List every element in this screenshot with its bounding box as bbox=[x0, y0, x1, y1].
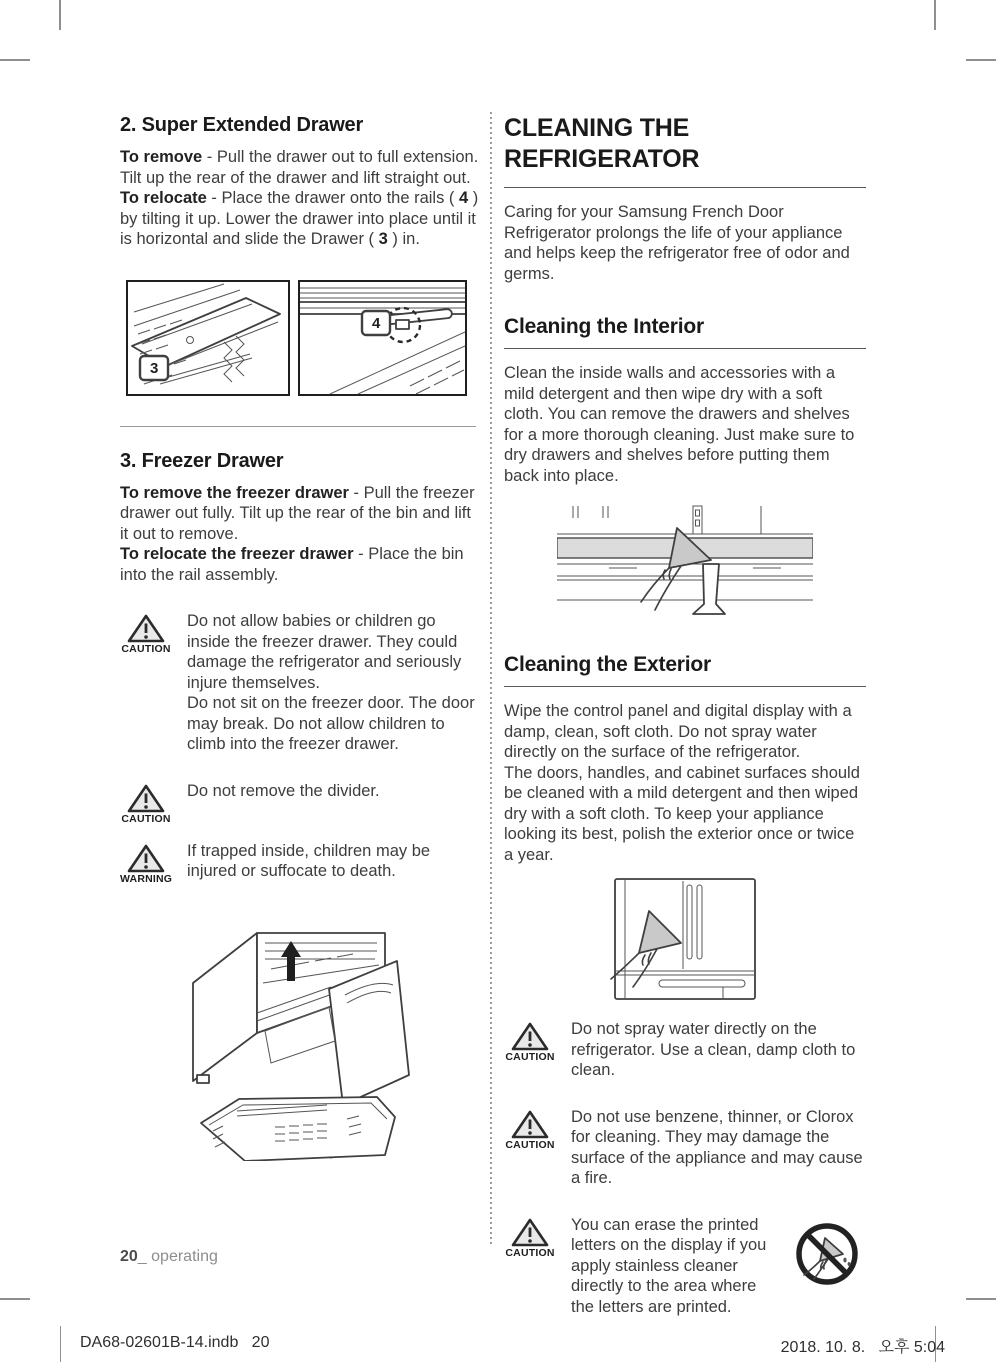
caution-icon bbox=[504, 1019, 556, 1081]
caution-icon bbox=[120, 781, 172, 825]
exterior-text-2: The doors, handles, and cabinet surfaces should be cleaned with a mild detergent and then wiped dry with a soft cloth. To keep your appliance looking its best, polish the exterior once or twice a year. bbox=[504, 763, 860, 864]
figure-label-3: 3 bbox=[150, 359, 159, 377]
caution-text: Do not allow babies or children go inside the freezer drawer. They could damage the refrigerator and seriously injure themselves. bbox=[187, 612, 462, 692]
freezer-relocate-label: To relocate the freezer drawer bbox=[120, 545, 354, 563]
section-heading-freezer-drawer: 3. Freezer Drawer bbox=[120, 449, 284, 472]
caution-text: Do not remove the divider. bbox=[187, 781, 380, 800]
caution-label: CAUTION bbox=[505, 1051, 555, 1063]
exterior-cleaning-figure bbox=[605, 877, 765, 1001]
print-timestamp: 2018. 10. 8. 오후 5:04 bbox=[780, 1339, 945, 1356]
remove-text: - Pull the drawer out to full extension. Tilt up the rear of the drawer and lift straight out. bbox=[120, 148, 479, 187]
drawer-corner-illustration bbox=[128, 282, 288, 394]
warning-text: If trapped inside, children may be injured or suffocate to death. bbox=[187, 841, 431, 880]
caution-notice-spray bbox=[504, 1019, 866, 1081]
caution-notice-stainless bbox=[504, 1215, 866, 1318]
warning-label: WARNING bbox=[120, 872, 173, 885]
caution-label: CAUTION bbox=[121, 812, 171, 825]
crop-mark bbox=[966, 1298, 996, 1300]
exterior-text-1: Wipe the control panel and digital display with a damp, clean, soft cloth. Do not spray water directly on the surface of the refrigerator. bbox=[504, 702, 852, 761]
no-wipe-icon bbox=[794, 1215, 864, 1318]
remove-label: To remove bbox=[120, 148, 203, 166]
interior-cleaning-figure bbox=[557, 504, 813, 622]
cleaning-interior-paragraph: Clean the inside walls and accessories with a mild detergent and then wipe dry with a soft cloth. You can remove the drawers and shelves for a more thorough cleaning. Just make sure to dry drawers and shelves before putting them back into place. bbox=[504, 364, 855, 485]
section-heading-super-extended-drawer: 2. Super Extended Drawer bbox=[120, 114, 364, 136]
crop-mark bbox=[0, 59, 30, 61]
caution-icon bbox=[504, 1107, 556, 1189]
print-info-bar bbox=[0, 1326, 996, 1362]
drawer-rails-figure bbox=[126, 280, 482, 396]
figure-label-4: 4 bbox=[372, 314, 381, 332]
caution-label: CAUTION bbox=[505, 1138, 555, 1151]
caution-notice-benzene bbox=[504, 1107, 866, 1189]
rail-number: 4 bbox=[459, 189, 469, 207]
relocate-text-b: ) by tilting it up. Lower the drawer into place until it is horizontal and slide the Drawer ( bbox=[120, 189, 479, 248]
left-column bbox=[120, 113, 482, 1161]
super-extended-drawer-paragraph bbox=[120, 147, 482, 250]
column-divider bbox=[490, 112, 492, 1244]
cleaning-intro-paragraph: Caring for your Samsung French Door Refrigerator prolongs the life of your appliance and helps keep the refrigerator free of odor and germs. bbox=[504, 203, 850, 283]
caution-label: CAUTION bbox=[121, 643, 171, 655]
page-footer bbox=[120, 1248, 218, 1266]
caution-icon bbox=[504, 1215, 556, 1318]
relocate-text-c: ) in. bbox=[387, 230, 420, 248]
crop-mark bbox=[0, 1298, 30, 1300]
subheading-cleaning-exterior: Cleaning the Exterior bbox=[504, 652, 866, 687]
section-divider bbox=[120, 426, 476, 427]
drawer-number: 3 bbox=[378, 230, 388, 248]
caution-label: CAUTION bbox=[505, 1246, 555, 1259]
caution-text: Do not use benzene, thinner, or Clorox for cleaning. They may damage the surface of the appliance and may cause a fire. bbox=[571, 1107, 863, 1187]
freezer-remove-text: - Pull the freezer drawer out fully. Tilt up the rear of the bin and lift it out to remove. bbox=[120, 483, 475, 543]
caution-text: Do not sit on the freezer door. The door may break. Do not allow children to climb into the freezer drawer. bbox=[187, 694, 475, 753]
vent-hatch bbox=[410, 361, 464, 394]
caution-notice-divider bbox=[120, 781, 482, 825]
warning-notice-trapped bbox=[120, 841, 482, 885]
chapter-heading-cleaning: CLEANING THE REFRIGERATOR bbox=[504, 113, 866, 188]
crop-mark bbox=[934, 0, 936, 30]
relocate-label: To relocate bbox=[120, 189, 207, 207]
drawer-figure-left-panel bbox=[126, 280, 290, 396]
crop-mark bbox=[966, 59, 996, 61]
footer-section-label: _ operating bbox=[137, 1248, 218, 1265]
freezer-drawer-paragraph bbox=[120, 483, 482, 586]
subheading-cleaning-interior: Cleaning the Interior bbox=[504, 314, 866, 349]
rail-clip-illustration bbox=[300, 282, 465, 394]
drawer-figure-right-panel bbox=[298, 280, 467, 396]
page-number: 20 bbox=[120, 1248, 138, 1265]
warning-icon bbox=[120, 841, 172, 885]
crop-mark bbox=[59, 0, 61, 30]
caution-icon bbox=[120, 611, 172, 755]
caution-text: Do not spray water directly on the refrigerator. Use a clean, damp cloth to clean. bbox=[571, 1020, 856, 1079]
caution-text: You can erase the printed letters on the display if you apply stainless cleaner directly to the area where the letters are printed. bbox=[571, 1215, 767, 1316]
freezer-relocate-text: - Place the bin into the rail assembly. bbox=[120, 545, 464, 584]
cleaning-exterior-paragraph bbox=[504, 701, 866, 865]
print-file-info: DA68-02601B-14.indb 20 bbox=[80, 1334, 270, 1351]
relocate-text-a: - Place the drawer onto the rails ( bbox=[206, 189, 460, 207]
freezer-drawer-removal-figure bbox=[179, 913, 423, 1161]
right-column bbox=[504, 113, 866, 1317]
caution-notice-children bbox=[120, 611, 482, 755]
freezer-remove-label: To remove the freezer drawer bbox=[120, 483, 349, 502]
